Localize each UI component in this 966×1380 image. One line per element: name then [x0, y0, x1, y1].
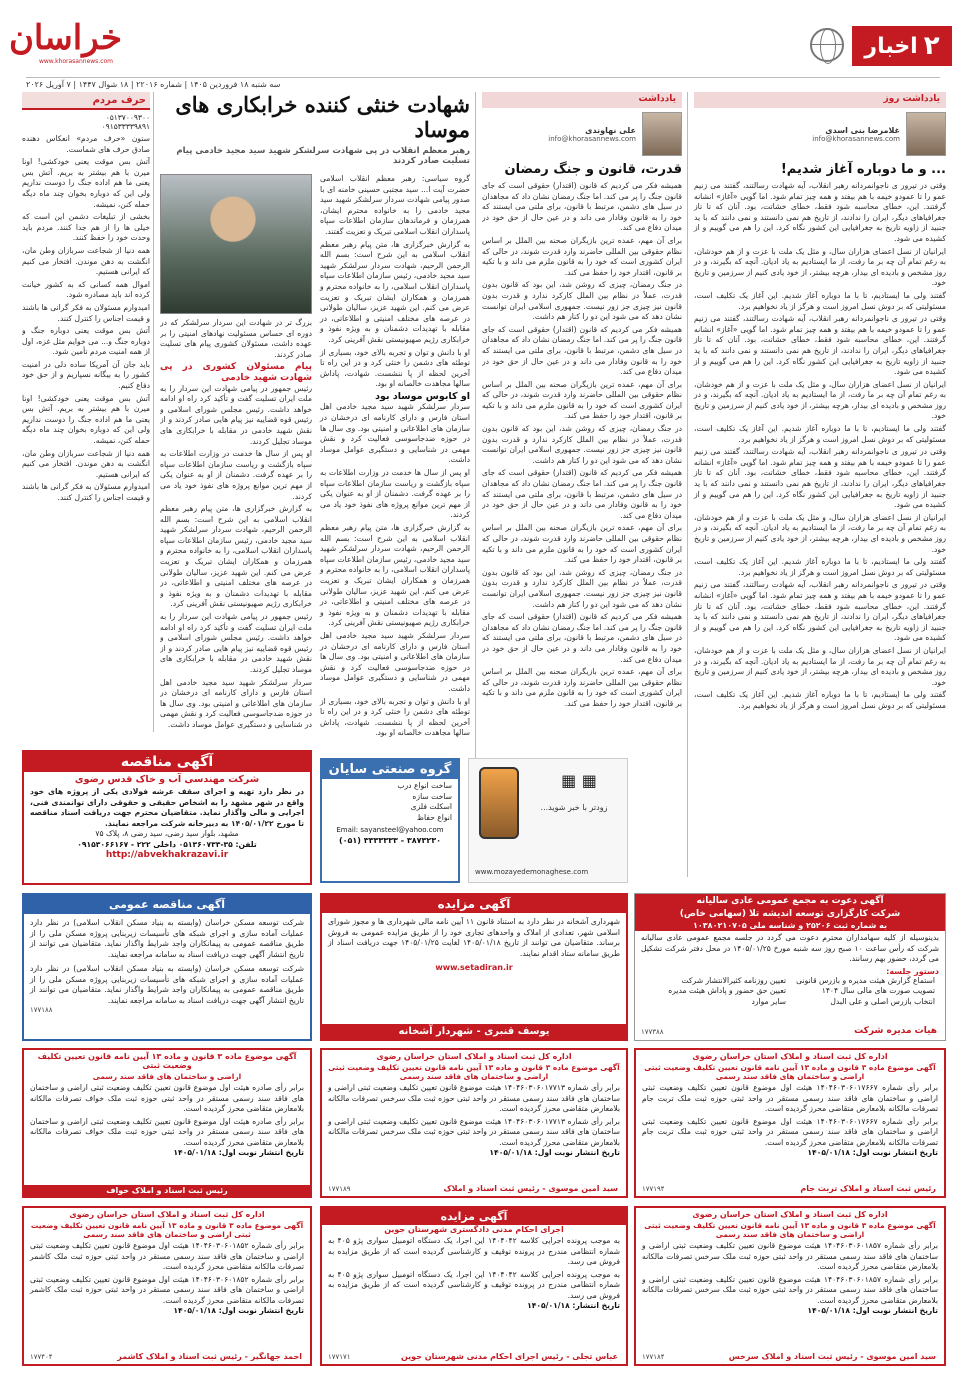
ad-code: ۱۷۷۱۹۴ [642, 1185, 665, 1193]
ad-body: برابر رأی شماره ۱۴۰۴۶۰۳۰۶۰۱۸۵۲ هیئت اول موضوع قانون تعیین تکلیف وضعیت ثبتی اراضی و ساختمان های فاقد سند رسمی مستقر در واحد ثبتی حوزه ثبت ملک کاشمر تصرفات مالکانه متقاضی محرز گردیده است. [30, 1241, 304, 1271]
paragraph: به گزارش خبرگزاری ها، متن پیام رهبر معظم انقلاب اسلامی به این شرح است: بسم الله الرحمن الرحیم، شهادت سردار سرلشکر شهید سید مجید خادمی، رئیس سازمان اطلاعات سپاه پاسداران انقلاب اسلامی، را به خانواده محترم و همرزمان و همکاران ایشان تبریک و تعزیت عرض می کنم. این شهید عزیز، سالیان طولانی در عرصه های مختلف امنیتی و اطلاعاتی، در مقابله با تهدیدات دشمنان و به ویژه نفوذ و خرابکاری رژیم صهیونیستی نقش آفرینی کرد. [320, 523, 470, 628]
ad-title: آگهی مناقصه [24, 752, 310, 772]
readers-item: بخشی از تبلیغات دشمن این است که خیلی ها را از هم جدا کنند. مردم باید وحدت خود را حفظ کنند. [22, 212, 150, 243]
ad-code: ۱۷۷۱۷۱ [328, 1353, 351, 1361]
agenda-item: تصویب صورت های مالی سال ۱۴۰۴ [821, 986, 935, 995]
service-item: ساخت انواع درب [397, 781, 452, 790]
ad-title: آگهی مزایده [322, 1208, 626, 1225]
author-photo [906, 112, 946, 156]
phone-icon [479, 767, 519, 839]
auction-ad-court[interactable] [320, 1206, 628, 1366]
paragraph: وقتی در تیرور ی ناجوانمردانه رهبر انقلاب، آیه شهادت رسالتند، گفتند می زنیم عمو را تا عمودو خیمه با هم بیفتد و همه چیز تمام شود. اما گویی «آغاز» انشانه گرفتند. این، خطای محاسبه شود فقط، خطای خشاتت، بود. آنان که تا تاز جغرافیاهای دیگر، ایران را ندادند، از تاریخ هم نمی دانستند و نمی دانند که با ید جنبید از زاویه تاریخ به جغرافیایی این کشور نگاه کرد. این را هم می گوییم و از کشیده می شود. [694, 314, 946, 377]
sayan-brand [322, 760, 458, 779]
ad-body-repeat: برابر رأی شماره ۱۴۰۴۶۰۳۰۶۰۱۸۵۷ هیئت موضوع قانون تعیین تکلیف وضعیت ثبتی اراضی و ساختمان های فاقد سند رسمی مستقر در واحد ثبتی حوزه ثبت ملک سرخس تصرفات مالکانه بلامعارض متقاضی محرز گردیده است. [642, 1274, 938, 1305]
agenda-title: دستور جلسه: [886, 966, 939, 976]
paragraph: همیشه فکر می کردیم که قانون (اقتدار) حقوقی است که جای قانون جنگ را پر می کند. اما جنگ رمضان نشان داد که مجاهدان در سیل های دشمن، مرتبط با قانون، برای ملتی می ایستند که خود را به قانون وفادار می داند و در عین حال از حق خود در میدان دفاع می کند. [482, 324, 682, 377]
author-name: علی نهاوندی [585, 125, 636, 135]
ad-body: برابر رأی شماره ۱۴۰۴۶۰۳۰۶۰۱۷۷۱۳ هیئت موضوع قانون تعیین تکلیف وضعیت ثبتی اراضی و ساختمان های فاقد سند رسمی مستقر در واحد ثبتی حوزه ثبت ملک سرخس تصرفات مالکانه بلامعارض متقاضی محرز گردیده است. [328, 1083, 620, 1113]
registry-ad[interactable] [22, 1206, 312, 1366]
sayan-services [322, 779, 458, 825]
author-email[interactable]: info@khorasannews.com [548, 134, 636, 143]
ad-body-repeat: برابر رأی شماره ۱۴۰۴۶۰۳۰۶۰۱۸۵۲ هیئت اول موضوع قانون تعیین تکلیف وضعیت ثبتی اراضی و ساختمان های فاقد سند رسمی مستقر در واحد ثبتی حوزه ثبت ملک کاشمر تصرفات مالکانه متقاضی محرز گردیده است. [30, 1274, 304, 1305]
ad-subtitle: آگهی موضوع ماده ۳ قانون و ماده ۱۳ آیین نامه قانون تعیین تکلیف وضعیت ثبتی اراضی و ساختمان های فاقد سند رسمی [328, 1063, 620, 1081]
ad-code: ۱۷۷۳۸۸ [641, 1028, 664, 1036]
ad-title: اداره کل ثبت اسناد و املاک استان خراسان رضوی [692, 1052, 888, 1061]
story-column [160, 318, 312, 731]
ad-signer: رئیس ثبت اسناد و املاک خواف [24, 1185, 310, 1196]
ad-body: برابر رأی شماره ۱۴۰۴۶۰۳۰۶۰۱۷۶۶۷ هیئت اول موضوع قانون تعیین تکلیف وضعیت ثبتی اراضی و ساختمان های فاقد سند رسمی مستقر در واحد ثبتی حوزه ثبت ملک تربت جام تصرفات مالکانه بلامعارض متقاضی محرز گردیده است. [642, 1083, 938, 1113]
readers-body [22, 134, 150, 504]
readers-item: امیدوارم مسئولان به فکر گرانی ها باشند و قیمت اجناس را کنترل کنند. [22, 302, 150, 323]
phone-number[interactable]: ۰۵۱۳۷۰۰۹۳۰۰ [105, 113, 150, 122]
paragraph: سردار سرلشکر شهید سید مجید خادمی اهل استان فارس و دارای کارنامه ای درخشان در سازمان های اطلاعاتی و امنیتی بود. وی سال ها در حوزه ضدجاسوسی فعالیت کرد و نقش مهمی در شناسایی و دستگیری عوامل موساد داشت. [160, 677, 312, 729]
ad-body: برابر رأی شماره ۱۴۰۴۶۰۳۰۶۰۱۸۵۷ هیئت موضوع قانون تعیین تکلیف وضعیت ثبتی اراضی و ساختمان های فاقد سند رسمی مستقر در واحد ثبتی حوزه ثبت ملک سرخس تصرفات مالکانه بلامعارض متقاضی محرز گردیده است. [642, 1241, 938, 1271]
paragraph: برای آن مهم، عمده ترین بازیگران صحنه بین الملل بر اساس نظام حقوقی بین المللی حاضرند وارد قدرت شوند، در حالی که ایران کشوری است که خود را به قانون ملزم می داند و با تکیه بر قانون، اقتدار خود را حفظ می کند. [482, 235, 682, 277]
ad-company: شرکت مهندسی آب و خاک قدس رضوی [74, 774, 260, 785]
readers-bar [22, 92, 150, 110]
ad-website[interactable]: http://abvekhakrazavi.ir [105, 850, 229, 860]
ad-subtitle: آگهی موضوع ماده ۳ قانون و ماده ۱۳ آیین نامه قانون تعیین تکلیف وضعیت ثبتی اراضی و ساختمان های فاقد سند رسمی [644, 1063, 936, 1081]
sayan-brand-name: سایان [328, 762, 368, 777]
paragraph: گفتند ولی ما ایستادیم، تا با ما دوباره آغاز شدیم. این آغاز یک تکلیف است، مسئولیتی که بر دوش نسل امروز است و هرگز از یاد نخواهیم برد. [694, 690, 946, 710]
ad-subtitle: اراضی و ساختمان های فاقد سند رسمی [92, 1072, 242, 1081]
ad-signer: عباس تجلی - رئیس اجرای احکام مدنی شهرستان جوین [400, 1352, 618, 1361]
readers-column [22, 92, 150, 732]
paragraph: در جنگ رمضان، چیزی که روشن شد، این بود که قانون بدون قدرت، عملاً در نظام بین الملل کارکرد ندارد و قدرت بدون قانون نیز چیزی جز زور نیست. جمهوری اسلامی ایران توانست نشان دهد که می شود این دو را کنار هم داشت. [482, 280, 682, 322]
readers-item: همه دنیا از شجاعت سربازان وطن مان، انگشت به دهن موندن. افتخار می کنیم که ایرانی هستیم. [22, 245, 150, 277]
paragraph: ایرانیان از نسل اعضای هزاران سال، و مثل یک ملت با عزت و از هم خودشان، به رغم تمام آن چه بر ما رفت، از ما ایستادیم به یاد ادیان. آنچه که بگیرند، و در روز مشخص و بادیده ای بیدار، هرچه بیشتر، از خود یادی کنیم از سرزمین و تاریخ خود. [694, 645, 946, 687]
ad-code: ۱۷۷۱۸۸ [30, 1006, 53, 1014]
sayan-phone: ۳۸۷۳۲۳۰ - ۳۳۳۳۳۳۳ (۰۵۱) [338, 835, 442, 845]
paragraph: او پس از سال ها خدمت در وزارت اطلاعات به سپاه بازگشت و ریاست سازمان اطلاعات سپاه را بر عهده گرفت. دشمنان از او به عنوان یکی از مهم ترین موانع پروژه های نفوذ خود یاد می کردند. [320, 468, 470, 520]
lead-paragraph: گروه سیاسی: رهبر معظم انقلاب اسلامی حضرت آیت ا... سید مجتبی حسینی خامنه ای با صدور پیامی شهادت سردار سرلشکر شهید سید مجید خادمی را به خانواده محترم ایشان، همرزمان و فرماندهان سازمان اطلاعات سپاه پاسداران انقلاب اسلامی تبریک و تعزیت گفتند. [320, 174, 470, 236]
agenda-list [635, 976, 945, 1008]
ad-code: ۱۷۷۱۸۹ [328, 1185, 351, 1193]
paragraph: او پس از سال ها خدمت در وزارت اطلاعات به سپاه بازگشت و ریاست سازمان اطلاعات سپاه را بر عهده گرفت. دشمنان از او به عنوان یکی از مهم ترین موانع پروژه های نفوذ خود یاد می کردند. [160, 449, 312, 501]
paragraph: همیشه فکر می کردیم که قانون (اقتدار) حقوقی است که جای قانون جنگ را پر می کند. اما جنگ رمضان نشان داد که مجاهدان در سیل های دشمن، مرتبط با قانون، برای ملتی می ایستند که خود را به قانون وفادار می داند و در عین حال از حق خود در میدان دفاع می کند. [482, 468, 682, 520]
paragraph: سردار سرلشکر شهید سید مجید خادمی اهل استان فارس و دارای کارنامه ای درخشان در سازمان های اطلاعاتی و امنیتی بود. وی سال ها در حوزه ضدجاسوسی فعالیت کرد و نقش مهمی در شناسایی و دستگیری عوامل موساد داشت. [320, 402, 470, 465]
agenda-item: استماع گزارش هیئت مدیره و بازرس قانونی [796, 975, 935, 985]
ad-date: تاریخ انتشار نوبت اول: ۱۴۰۵/۰۱/۱۸ [807, 1148, 938, 1157]
subhead: او کابوس موساد بود [375, 390, 470, 402]
editorial-column [694, 92, 946, 877]
readers-intro: ستون «حرف مردم» انعکاس دهنده صادق حرف های شماست. [22, 134, 150, 154]
service-item: اسکلت فلزی [410, 802, 452, 811]
paragraph: گفتند ولی ما ایستادیم، تا با ما دوباره آغاز شدیم. این آغاز یک تکلیف است، مسئولیتی که بر دوش نسل امروز است و هرگز از یاد نخواهیم برد. [694, 290, 946, 311]
paragraph: سردار سرلشکر شهید سید مجید خادمی اهل استان فارس و دارای کارنامه ای درخشان در سازمان های اطلاعاتی و امنیتی بود. وی سال ها در حوزه ضدجاسوسی فعالیت کرد و نقش مهمی در شناسایی و دستگیری عوامل موساد داشت. [320, 630, 470, 693]
paragraph: برای آن مهم، عمده ترین بازیگران صحنه بین الملل بر اساس نظام حقوقی بین المللی حاضرند وارد قدرت شوند، در حالی که ایران کشوری است که خود را به قانون ملزم می داند و با تکیه بر قانون، اقتدار خود را حفظ می کند. [482, 523, 682, 565]
general-tender-ad[interactable] [22, 893, 312, 1041]
sayan-email[interactable]: Email: sayansteel@yahoo.com [336, 826, 444, 834]
column-rule [687, 92, 688, 877]
paragraph: ایرانیان از نسل اعضای هزاران سال، و مثل یک ملت با عزت و از هم خودشان، به رغم تمام آن چه بر ما رفت، از ما ایستادیم به یاد ادیان. آنچه که بگیرند، و در روز مشخص و بادیده ای بیدار، هرچه بیشتر، از خود یادی کنیم از سرزمین و تاریخ خود. [694, 246, 946, 288]
masthead [0, 0, 966, 92]
ad-website[interactable]: www.setadiran.ir [435, 963, 513, 972]
section-bar: یادداشت [482, 92, 682, 108]
paragraph: وقتی در تیرور ی ناجوانمردانه رهبر انقلاب، آیه شهادت رسالتند، گفتند می زنیم عمو را تا عمودو خیمه با هم بیفتد و همه چیز تمام شود. اما گویی «آغاز» انشانه گرفتند. این، خطای محاسبه شود فقط، خطای خشاتت، بود. آنان که تا تاز جغرافیاهای دیگر، ایران را ندادند، از تاریخ هم نمی دانستند و نمی دانند که با ید جنبید از زاویه تاریخ به جغرافیایی این کشور نگاه کرد. این را هم می گوییم و از کشیده می شود. [694, 580, 946, 643]
ad-date: تاریخ انتشار نوبت اول: ۱۴۰۵/۰۱/۱۸ [173, 1306, 304, 1315]
paragraph: همیشه فکر می کردیم که قانون (اقتدار) حقوقی است که جای قانون جنگ را پر می کند. اما جنگ رمضان نشان داد که مجاهدان در سیل های دشمن، مرتبط با قانون، برای ملتی می ایستند که خود را به قانون وفادار می داند و در عین حال از حق خود در میدان دفاع می کند. [482, 612, 682, 664]
paragraph: رئیس جمهور در پیامی شهادت این سردار را به ملت ایران تسلیت گفت و تأکید کرد راه او ادامه خواهد داشت. رئیس مجلس شورای اسلامی و رئیس قوه قضاییه نیز پیام هایی صادر کردند و از نقش شهید خادمی در مقابله با خرابکاری های موساد تجلیل کردند. [160, 612, 312, 674]
ad-title: اداره کل ثبت اسناد و املاک استان خراسان رضوی [376, 1052, 572, 1061]
ad-body-repeat: برابر رأی شماره ۱۴۰۴۶۰۳۰۶۰۱۷۷۱۳ هیئت موضوع قانون تعیین تکلیف وضعیت ثبتی اراضی و ساختمان های فاقد سند رسمی مستقر در واحد ثبتی حوزه ثبت ملک سرخس تصرفات مالکانه بلامعارض متقاضی محرز گردیده است. [328, 1116, 620, 1147]
ad-title: آگهی مزایده [322, 895, 626, 913]
ad-body: بدینوسیله از کلیه سهامداران محترم دعوت می گردد در جلسه مجمع عمومی عادی سالیانه شرکت که رأس ساعت ۱۰ صبح روز سه شنبه مورخ ۱۴۰۵/۰۱/۲۵ در محل دفتر شرکت تشکیل می گردد، حضور بهم رسانند. [641, 933, 939, 963]
ad-signature: یوسف قنبری - شهردار آشخانه [322, 1024, 626, 1039]
paragraph: وقتی در تیرور ی ناجوانمردانه رهبر انقلاب، آیه شهادت رسالتند، گفتند می زنیم عمو را تا عمودو خیمه با هم بیفتد و همه چیز تمام شود. اما گویی «آغاز» انشانه گرفتند. این، خطای محاسبه شود فقط، خطای خشاتت، بود. آنان که تا تاز جغرافیاهای دیگر، ایران را ندادند، از تاریخ هم نمی دانستند و نمی دانند که با ید جنبید از زاویه تاریخ به جغرافیایی این کشور نگاه کرد. این را هم می گوییم و از کشیده می شود. [694, 447, 946, 510]
ad-signer: احمد جهانگیر - رئیس ثبت اسناد و املاک کاشمر [117, 1352, 302, 1361]
page-number: ۲ [923, 31, 940, 61]
author-photo [642, 112, 682, 156]
paragraph: در جنگ رمضان، چیزی که روشن شد، این بود که قانون بدون قدرت، عملاً در نظام بین الملل کارکرد ندارد و قدرت بدون قانون نیز چیزی جز زور نیست. جمهوری اسلامی ایران توانست نشان دهد که می شود این دو را کنار هم داشت. [482, 424, 682, 465]
ad-body: به موجب پرونده اجرایی کلاسه ۱۴۰۴۰۴۲ این اجرا، یک دستگاه اتومبیل سواری پژو ۴۰۵ به شماره انتظامی مندرج در پرونده توقیف و کارشناسی گردیده است که از طریق مزایده به فروش می رسد. [328, 1236, 620, 1266]
paragraph: ایرانیان از نسل اعضای هزاران سال، و مثل یک ملت با عزت و از هم خودشان، به رغم تمام آن چه بر ما رفت، از ما ایستادیم به یاد ادیان. آنچه که بگیرند، و در روز مشخص و بادیده ای بیدار، هرچه بیشتر، از خود یادی کنیم از سرزمین و تاریخ خود. [694, 512, 946, 554]
ad-title: آگهی مناقصه عمومی [24, 895, 310, 914]
paragraph: برای آن مهم، عمده ترین بازیگران صحنه بین الملل بر اساس نظام حقوقی بین المللی حاضرند وارد قدرت شوند، در حالی که ایران کشوری است که خود را به قانون ملزم می داند و با تکیه بر قانون، اقتدار خود را حفظ می کند. [482, 667, 682, 708]
sayan-brand-line: گروه صنعتی [371, 762, 452, 777]
paragraph: ایرانیان از نسل اعضای هزاران سال، و مثل یک ملت با عزت و از هم خودشان، به رغم تمام آن چه بر ما رفت، از ما ایستادیم به یاد ادیان. آنچه که بگیرند، و در روز مشخص و بادیده ای بیدار، هرچه بیشتر، از خود یادی کنیم از سرزمین و تاریخ خود. [694, 379, 946, 421]
section-bar: یادداشت روز [694, 92, 946, 108]
ad-body: شهرداری آشخانه در نظر دارد به استناد قانون ۱۱ آیین نامه مالی شهرداری ها و مجوز شورای اسلامی شهر، تعدادی از املاک و واحدهای تجاری خود را از طریق مزایده عمومی به فروش برساند. متقاضیان می توانند از تاریخ ۱۴۰۵/۰۱/۱۸ لغایت ۱۴۰۵/۰۱/۲۵ جهت دریافت اسناد از طریق سامانه ستاد اقدام نمایند. [328, 917, 620, 958]
section-name: اخبار [864, 33, 918, 59]
column-rule [153, 92, 154, 732]
ad-subtitle: آگهی موضوع ماده ۳ قانون و ماده ۱۳ آیین نامه قانون تعیین تکلیف وضعیت ثبتی اراضی و ساختمان های فاقد سند رسمی [644, 1221, 936, 1239]
ad-date: تاریخ انتشار نوبت اول: ۱۴۰۵/۰۱/۱۸ [489, 1148, 620, 1157]
app-logo: ▦ ▦ [561, 771, 597, 790]
registry-ad[interactable] [320, 1048, 628, 1198]
paragraph: گفتند ولی ما ایستادیم، تا با ما دوباره آغاز شدیم. این آغاز یک تکلیف است، مسئولیتی که بر دوش نسل امروز است و هرگز از یاد نخواهیم برد. [694, 424, 946, 444]
ad-date: تاریخ انتشار نوبت اول: ۱۴۰۵/۰۱/۱۸ [173, 1148, 304, 1157]
ad-title: اداره کل ثبت اسناد و املاک استان خراسان رضوی [69, 1210, 265, 1219]
readers-item: آتش بس موقت یعنی خودکشی! اونا میرن با هم بیشتر به بریم. آتش بس یعنی ما هم اداده جنگ را دوست نداریم ولی این که دوباره بخوان چند ماه دیگه حمله کنن، نمیشه. [22, 393, 150, 446]
section-label [852, 26, 952, 66]
author-email[interactable]: info@khorasannews.com [812, 134, 900, 143]
readers-item: آتش بس موقت یعنی خودکشی! اونا میرن با هم بیشتر به بریم. آتش بس یعنی ما هم اداده جنگ را دوست نداریم ولی این که دوباره بخوان چند ماه دیگه حمله کنن، نمیشه. [22, 157, 150, 209]
editorial-body [694, 181, 946, 712]
opinion-title: قدرت، قانون و جنگ رمضان [504, 162, 682, 177]
paragraph: برای آن مهم، عمده ترین بازیگران صحنه بین الملل بر اساس نظام حقوقی بین المللی حاضرند وارد قدرت شوند، در حالی که ایران کشوری است که خود را به قانون ملزم می داند و با تکیه بر قانون، اقتدار خود را حفظ می کند. [482, 379, 682, 421]
subhead: پیام مسئولان کشوری در پی شهادت شهید خادمی [160, 362, 312, 383]
ad-code: ۱۷۷۴۰۴ [30, 1353, 53, 1361]
ad-title: اداره کل ثبت اسناد و املاک استان خراسان رضوی [692, 1210, 888, 1219]
paragraph: وقتی در تیرور ی ناجوانمردانه رهبر انقلاب، آیه شهادت رسالتند، گفتند می زنیم عمو را تا عمودو خیمه با هم بیفتد و همه چیز تمام شود. اما گویی «آغاز» انشانه گرفتند. این، خطای محاسبه شود فقط، خطای خشاتت، بود. آنان که تا تاز جغرافیاهای دیگر، ایران را ندادند، از تاریخ هم نمی دانستند و نمی دانند که با ید جنبید از زاویه تاریخ به جغرافیایی این کشور نگاه کرد. این را هم می گوییم و از کشیده می شود. [694, 181, 946, 243]
ad-registration: به شماره ثبت ۲۵۲۰۶ و شناسه ملی ۱۰۳۸۰۲۱۰۷۰۵ [635, 920, 945, 931]
readers-item: امیدوارم مسئولان به فکر گرانی ها باشند و قیمت اجناس را کنترل کنند. [22, 482, 150, 502]
ad-address: مشهد، بلوار سید رضی، سید رضی ۸، پلاک ۷۵ [95, 829, 239, 838]
ad-subtitle: اجرای احکام مدنی دادگستری شهرستان جوین [384, 1225, 564, 1234]
ad-body-repeat: برابر رأی شماره ۱۴۰۴۶۰۳۰۶۰۱۷۶۶۷ هیئت اول موضوع قانون تعیین تکلیف وضعیت ثبتی اراضی و ساختمان های فاقد سند رسمی مستقر در واحد ثبتی حوزه ثبت ملک تربت جام تصرفات مالکانه بلامعارض متقاضی محرز گردیده است. [642, 1116, 938, 1147]
main-photo[interactable] [160, 174, 312, 314]
agenda-item: سایر موارد [751, 996, 786, 1006]
ad-company: شرکت کارگزاری توسعه اندیشه تلا (سهامی خاص) [635, 908, 945, 920]
service-item: ساخت سازه [412, 791, 452, 801]
agenda-item: تعیین روزنامه کثیرالانتشار شرکت [681, 975, 786, 985]
brand-logo[interactable] [8, 18, 122, 65]
ad-signer: سید امین موسوی - رئیس ثبت اسناد و املاک [443, 1184, 618, 1193]
registry-ad[interactable] [22, 1048, 312, 1198]
main-headline[interactable]: شهادت خنثی کننده خرابکاری های موساد [175, 92, 470, 142]
brand-name: خراسان [8, 18, 122, 58]
brand-url: www.khorasannews.com [38, 58, 114, 65]
app-tagline: زودتر با خبر شوید... [540, 803, 608, 812]
sayan-ad[interactable] [320, 758, 460, 883]
service-item: انواع حفاظ [416, 812, 452, 822]
ad-subtitle: آگهی موضوع ماده ۳ قانون و ماده ۱۳ آیین نامه قانون تعیین تکلیف وضعیت ثبتی اراضی و ساختمان های فاقد سند رسمی [30, 1221, 304, 1239]
agenda-item: انتخاب بازرس اصلی و علی البدل [830, 996, 935, 1006]
tender-ad[interactable] [22, 750, 312, 885]
globe-icon [810, 28, 844, 62]
ad-signer: رئیس ثبت اسناد و املاک تربت جام [800, 1184, 936, 1193]
ad-date: تاریخ انتشار: ۱۴۰۵/۰۱/۱۸ [527, 1301, 620, 1310]
ad-body: شرکت توسعه مسکن خراسان (وابسته به بنیاد مسکن انقلاب اسلامی) در نظر دارد عملیات آماده سازی و اجرای شبکه های تأسیسات زیربنایی پروژه مسکن ملی را از طریق مناقصه عمومی به پیمانکاران واجد شرایط واگذار نماید. متقاضیان می توانند از تاریخ انتشار آگهی جهت دریافت اسناد به سامانه مراجعه نمایند. [30, 918, 304, 959]
paragraph: رئیس جمهور در پیامی شهادت این سردار را به ملت ایران تسلیت گفت و تأکید کرد راه او ادامه خواهد داشت. رئیس مجلس شورای اسلامی و رئیس قوه قضاییه نیز پیام هایی صادر کردند و از نقش شهید خادمی در مقابله با خرابکاری های موساد تجلیل کردند. [160, 383, 312, 446]
readers-item: همه دنیا از شجاعت سربازان وطن مان، انگشت به دهن موندن. افتخار می کنیم که ایرانی هستیم. [22, 448, 150, 479]
paragraph: بزرگ تر در شهادت این سردار سرلشکر که در دوره ای حساس مسئولیت نهادهای امنیتی را بر عهده داشت، مسئولان کشوری پیام های تسلیت صادر کردند. [160, 318, 312, 359]
registry-ad[interactable] [634, 1206, 946, 1366]
ad-signer: سید امین موسوی - رئیس ثبت اسناد و املاک سرخس [728, 1352, 936, 1361]
paragraph: همیشه فکر می کردیم که قانون (اقتدار) حقوقی است که جای قانون جنگ را پر می کند. اما جنگ رمضان نشان داد که مجاهدان در سیل های دشمن، مرتبط با قانون، برای ملتی می ایستند که خود را به قانون وفادار می داند و در عین حال از حق خود در میدان دفاع می کند. [482, 181, 682, 233]
paragraph: در جنگ رمضان، چیزی که روشن شد، این بود که قانون بدون قدرت، عملاً در نظام بین الملل کارکرد ندارد و قدرت بدون قانون نیز چیزی جز زور نیست. جمهوری اسلامی ایران توانست نشان دهد که می شود این دو را کنار هم داشت. [482, 567, 682, 609]
main-subtitle: رهبر معظم انقلاب در پی شهادت سرلشکر شهید سید مجید خادمی پیام تسلیت صادر کردند [176, 146, 470, 166]
paragraph: او با دانش و توان و تجربه بالای خود، بسیاری از توطئه های دشمن را خنثی کرد و در این راه تا آخرین لحظه از پا ننشست. شهادت، پاداش سالها مجاهدت خالصانه او بود. [320, 347, 470, 389]
lead-column [320, 174, 470, 741]
ad-title: آگهی موضوع ماده ۳ قانون و ماده ۱۳ آیین نامه قانون تعیین تکلیف وضعیت ثبتی [37, 1052, 297, 1070]
ad-code: ۱۷۷۱۸۴ [642, 1353, 665, 1361]
app-url[interactable]: www.mozayedemonaghese.com [475, 868, 589, 876]
readers-item: اموال همه کسانی که به کشور خیانت کرده اند باید مصادره شود. [22, 279, 150, 300]
paragraph: به گزارش خبرگزاری ها، متن پیام رهبر معظم انقلاب اسلامی به این شرح است: بسم الله الرحمن الرحیم، شهادت سردار سرلشکر شهید سید مجید خادمی، رئیس سازمان اطلاعات سپاه پاسداران انقلاب اسلامی، را به خانواده محترم و همرزمان و همکاران ایشان تبریک و تعزیت عرض می کنم. این شهید عزیز، سالیان طولانی در عرصه های مختلف امنیتی و اطلاعاتی، در مقابله با تهدیدات دشمنان و به ویژه نفوذ و خرابکاری رژیم صهیونیستی نقش آفرینی کرد. [320, 239, 470, 344]
ad-phone: تلفن: ۳۵-۰۵۱۳۶۰۷۳۳ داخلی ۲۲۲ - ۰۹۱۵۳۰۶۶۱۶۷ [77, 839, 257, 849]
ad-signature: هیات مدیره شرکت [854, 1026, 937, 1036]
editorial-title: ... و ما دوباره آغاز شدیم! [780, 162, 946, 177]
opinion-body [482, 181, 682, 710]
agenda-item: تعیین حق حضور و پاداش هیئت مدیره [668, 986, 786, 995]
sms-number[interactable]: ۰۹۱۵۳۳۳۳۹۸۹۱ [101, 122, 150, 131]
auction-ad[interactable] [320, 893, 628, 1041]
author-name: غلامرضا بنی اسدی [825, 125, 900, 135]
ad-body: برابر رأی صادره هیئت اول موضوع قانون تعیین تکلیف وضعیت ثبتی اراضی و ساختمان های فاقد سند رسمی مستقر در واحد ثبتی حوزه ثبت ملک خواف تصرفات مالکانه بلامعارض متقاضی محرز گردیده است. [30, 1083, 304, 1113]
readers-title: حرف مردم [92, 94, 146, 106]
readers-item: باید جان آن آمریکا ساده دلی در امنیت کشور را به بیگانه نسپاریم و از حق خود دفاع کنیم. [22, 359, 150, 391]
ad-title: آگهی دعوت به مجمع عمومی عادی سالیانه [635, 894, 945, 908]
ad-body: در نظر دارد تهیه و اجرای سقف عرشه فولادی یکی از پروژه های خود واقع در شهر مشهد را به اشخاص حقیقی و حقوقی دارای توانمندی فنی، اجرایی و مالی واگذار نماید. متقاضیان محترم جهت دریافت اسناد مناقصه تا مورخ ۱۴۰۵/۰۱/۲۲ به دبیرخانه شرکت مراجعه نمایند. [30, 787, 304, 828]
assembly-ad[interactable] [634, 893, 946, 1041]
paragraph: گفتند ولی ما ایستادیم، تا با ما دوباره آغاز شدیم. این آغاز یک تکلیف است، مسئولیتی که بر دوش نسل امروز است و هرگز از یاد نخواهیم برد. [694, 557, 946, 577]
ad-body-repeat: به موجب پرونده اجرایی کلاسه ۱۴۰۴۰۴۲ این اجرا، یک دستگاه اتومبیل سواری پژو ۴۰۵ به شماره انتظامی مندرج در پرونده توقیف و کارشناسی گردیده است که از طریق مزایده به فروش می رسد. [328, 1269, 620, 1300]
paragraph: به گزارش خبرگزاری ها، متن پیام رهبر معظم انقلاب اسلامی به این شرح است: بسم الله الرحمن الرحیم، شهادت سردار سرلشکر شهید سید مجید خادمی، رئیس سازمان اطلاعات سپاه پاسداران انقلاب اسلامی، را به خانواده محترم و همرزمان و همکاران ایشان تبریک و تعزیت عرض می کنم. این شهید عزیز، سالیان طولانی در عرصه های مختلف امنیتی و اطلاعاتی، در مقابله با تهدیدات دشمنان و به ویژه نفوذ و خرابکاری رژیم صهیونیستی نقش آفرینی کرد. [160, 504, 312, 609]
dateline: سه شنبه ۱۸ فروردین ۱۴۰۵ | شماره ۲۲۰۱۶ | ۱۸ شوال ۱۴۴۷ | ۷ آوریل ۲۰۲۶ [26, 77, 940, 89]
readers-item: آتش بس موقت یعنی دوباره جنگ و دوباره جنگ و... می خوایم مثل غزه، اول از همه امنیت مردم تأمین شود. [22, 326, 150, 357]
app-ad[interactable] [468, 758, 628, 883]
paragraph: او با دانش و توان و تجربه بالای خود، بسیاری از توطئه های دشمن را خنثی کرد و در این راه تا آخرین لحظه از پا ننشست. شهادت، پاداش سالها مجاهدت خالصانه او بود. [320, 696, 470, 738]
ad-body-repeat: برابر رأی صادره هیئت اول موضوع قانون تعیین تکلیف وضعیت ثبتی اراضی و ساختمان های فاقد سند رسمی مستقر در واحد ثبتی حوزه ثبت ملک خواف تصرفات مالکانه بلامعارض متقاضی محرز گردیده است. [30, 1116, 304, 1147]
registry-ad[interactable] [634, 1048, 946, 1198]
ad-date: تاریخ انتشار نوبت اول: ۱۴۰۵/۰۱/۱۸ [807, 1306, 938, 1315]
ad-body-repeat: شرکت توسعه مسکن خراسان (وابسته به بنیاد مسکن انقلاب اسلامی) در نظر دارد عملیات آماده سازی و اجرای شبکه های تأسیسات زیربنایی پروژه مسکن ملی را از طریق مناقصه عمومی به پیمانکاران واجد شرایط واگذار نماید. متقاضیان می توانند از تاریخ انتشار آگهی جهت دریافت اسناد به سامانه مراجعه نمایند. [30, 964, 304, 1005]
